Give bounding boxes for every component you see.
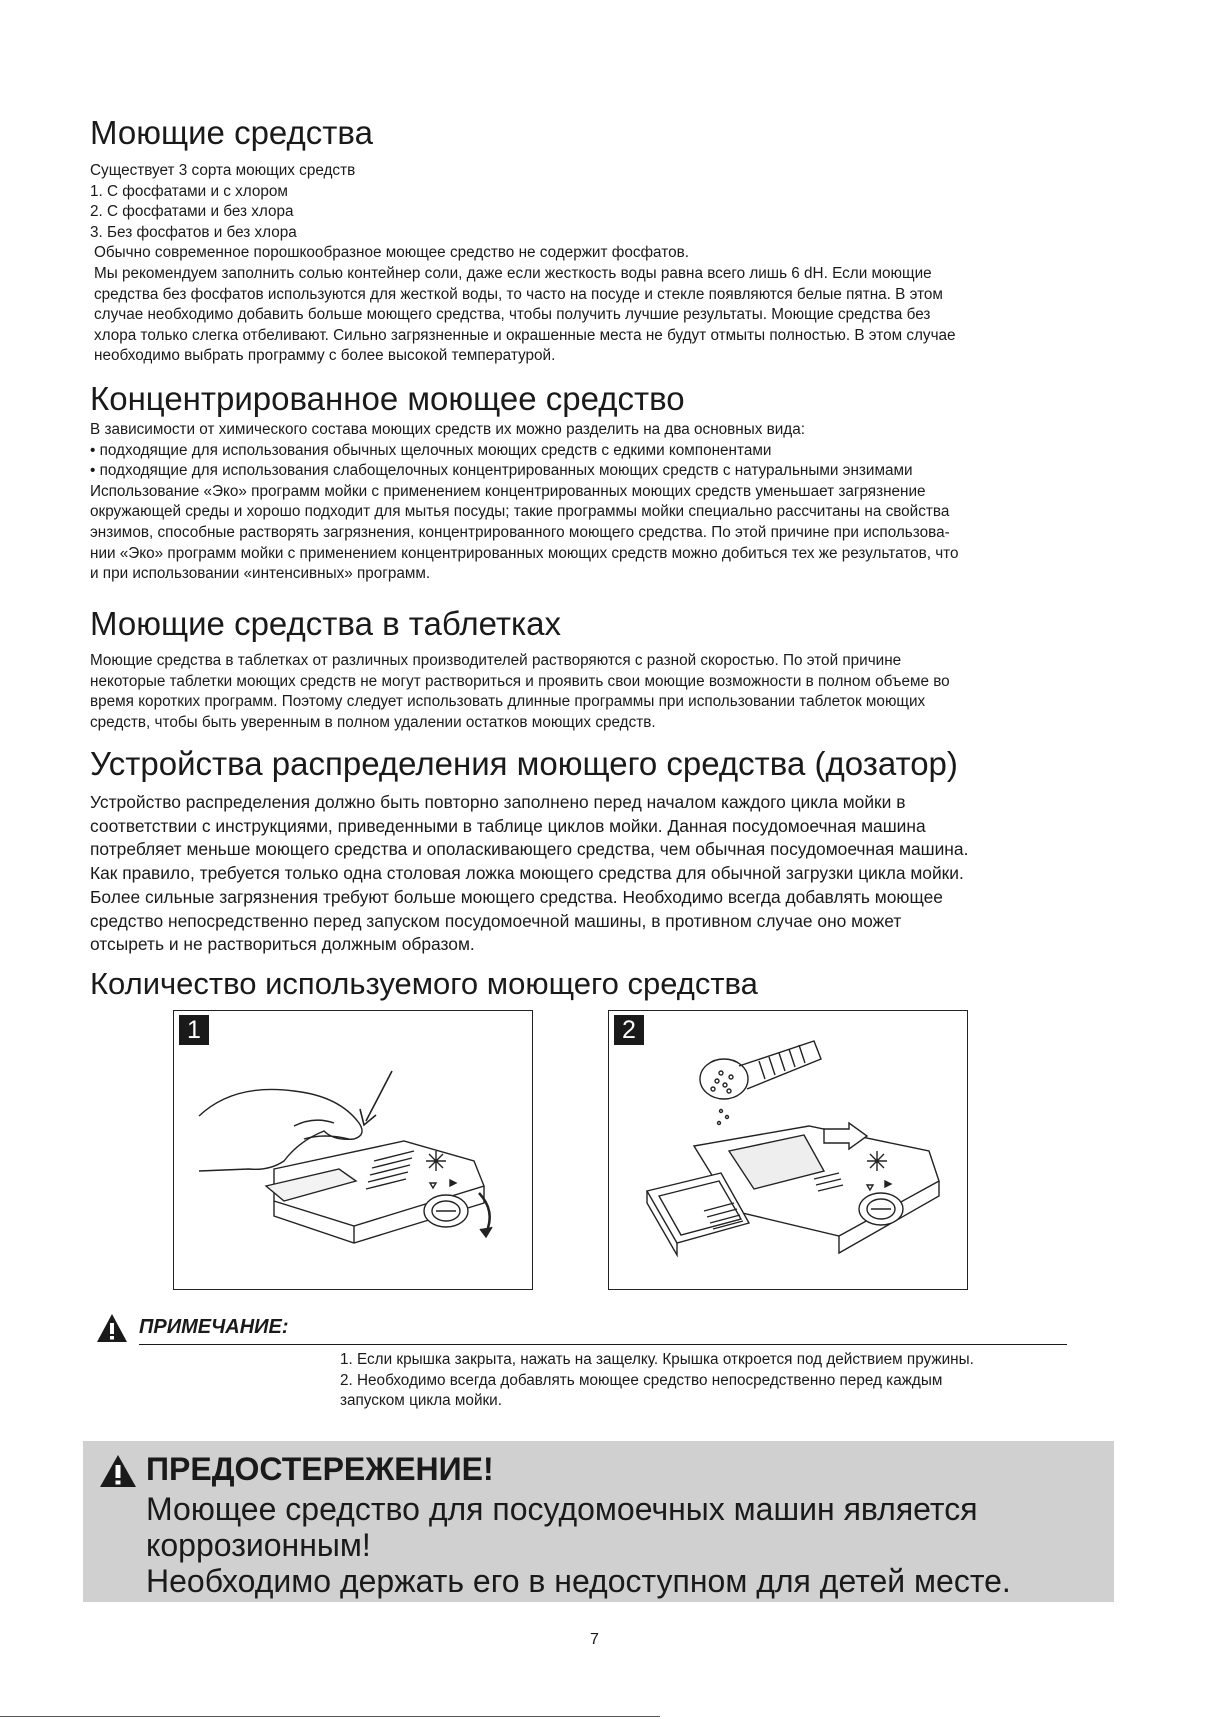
text-line: и при использовании «интенсивных» программ. (90, 565, 431, 583)
text-line: 1. С фосфатами и с хлором (90, 182, 288, 200)
warning-line: коррозионным! (146, 1527, 371, 1563)
warning-line: Необходимо держать его в недоступном для детей месте. (146, 1563, 1011, 1599)
dispenser-open-hand-illustration (174, 1011, 532, 1289)
figure-number: 2 (614, 1015, 644, 1045)
note-line: 2. Необходимо всегда добавлять моющее средство непосредственно перед каждым (340, 1371, 943, 1389)
text-line: окружающей среды и хорошо подходит для мытья посуды; такие программы мойки специально рассчитаны на свойства (90, 503, 950, 521)
note-body (340, 1350, 1120, 1412)
note-title: ПРИМЕЧАНИЕ: (139, 1316, 289, 1338)
warning-title: ПРЕДОСТЕРЕЖЕНИЕ! (146, 1451, 494, 1487)
figure-number: 1 (179, 1015, 209, 1045)
section-body-tablets (90, 651, 1140, 733)
text-line: Использование «Эко» программ мойки с применением концентрированных моющих средств уменьшает загрязнение (90, 482, 926, 500)
text-line: средств, чтобы быть уверенным в полном удалении остатков моющих средств. (90, 713, 656, 731)
section-title-concentrated: Концентрированное моющее средство (90, 380, 685, 417)
text-line: время коротких программ. Поэтому следует использовать длинные программы при использовании таблеток моющих (90, 693, 926, 711)
text-line: хлора только слегка отбеливают. Сильно загрязненные и окрашенные места не будут отмыты полностью. В этом случае (94, 326, 956, 344)
text-line: В зависимости от химического состава моющих средств их можно разделить на два основных вида: (90, 421, 805, 438)
text-line: Более сильные загрязнения требуют больше моющего средства. Необходимо всегда добавлять моющее (90, 886, 943, 907)
text-line: 3. Без фосфатов и без хлора (90, 223, 297, 241)
dispenser-fill-spoon-illustration (609, 1011, 967, 1289)
section-body-detergents (90, 161, 1140, 367)
text-line: Мы рекомендуем заполнить солью контейнер соли, даже если жесткость воды равна всего лишь 6 dH. Если моющие (94, 264, 932, 282)
text-line: нии «Эко» программ мойки с применением концентрированных моющих средств можно добиться тех же результатов, что (90, 544, 959, 562)
text-line: некоторые таблетки моющих средств не могут раствориться и проявить свои моющие возможности в полном объеме во (90, 672, 950, 690)
note-divider (139, 1344, 1067, 1345)
figure-1 (173, 1010, 533, 1290)
section-title-tablets: Моющие средства в таблетках (90, 605, 561, 642)
text-line: Существует 3 сорта моющих средств (90, 162, 356, 179)
section-body-concentrated (90, 420, 1140, 585)
text-line: Моющие средства в таблетках от различных производителей растворяются с разной скоростью. По этой причине (90, 652, 902, 669)
text-line: отсыреть и не раствориться должным образом. (90, 934, 475, 955)
text-line: потребляет меньше моющего средства и ополаскивающего средства, чем обычная посудомоечная машина. (90, 839, 969, 860)
page-number: 7 (590, 1631, 599, 1648)
text-line: необходимо выбрать программу с более высокой температурой. (94, 347, 556, 365)
note-line: запуском цикла мойки. (340, 1392, 502, 1410)
figure-2 (608, 1010, 968, 1290)
section-body-dispenser (90, 791, 1090, 957)
warning-box (83, 1441, 1114, 1602)
warning-triangle-icon (95, 1312, 129, 1344)
text-line: • подходящие для использования обычных щелочных моющих средств с едкими компонентами (90, 441, 772, 459)
text-line: Обычно современное порошкообразное моющее средство не содержит фосфатов. (94, 244, 689, 262)
note-line: 1. Если крышка закрыта, нажать на защелку. Крышка откроется под действием пружины. (340, 1351, 974, 1368)
warning-triangle-icon (98, 1453, 138, 1489)
text-line: соответствии с инструкциями, приведенными в таблице циклов мойки. Данная посудомоечная машина (90, 815, 926, 836)
text-line: Как правило, требуется только одна столовая ложка моющего средства для обычной загрузки цикла мойки. (90, 863, 964, 884)
note-header (93, 1310, 1073, 1350)
section-title-detergents: Моющие средства (90, 114, 373, 151)
section-title-amount: Количество используемого моющего средства (90, 966, 758, 1001)
text-line: случае необходимо добавить больше моющего средства, чтобы получить лучшие результаты. Моющие средства без (94, 306, 931, 324)
text-line: 2. С фосфатами и без хлора (90, 203, 294, 221)
text-line: • подходящие для использования слабощелочных концентрированных моющих средств с натуральными энзимами (90, 462, 913, 480)
text-line: средство непосредственно перед запуском посудомоечной машины, в противном случае оно может (90, 910, 902, 931)
text-line: энзимов, способные растворять загрязнения, концентрированного моющего средства. По этой причине при использова- (90, 523, 950, 541)
warning-line: Моющее средство для посудомоечных машин является (146, 1491, 978, 1527)
text-line: Устройство распределения должно быть повторно заполнено перед началом каждого цикла мойки в (90, 792, 906, 812)
section-title-dispenser: Устройства распределения моющего средства (дозатор) (90, 745, 958, 782)
page-bottom-rule (0, 1716, 660, 1717)
text-line: средства без фосфатов используются для жесткой воды, то часто на посуде и стекле появляются белые пятна. В этом (94, 285, 943, 303)
